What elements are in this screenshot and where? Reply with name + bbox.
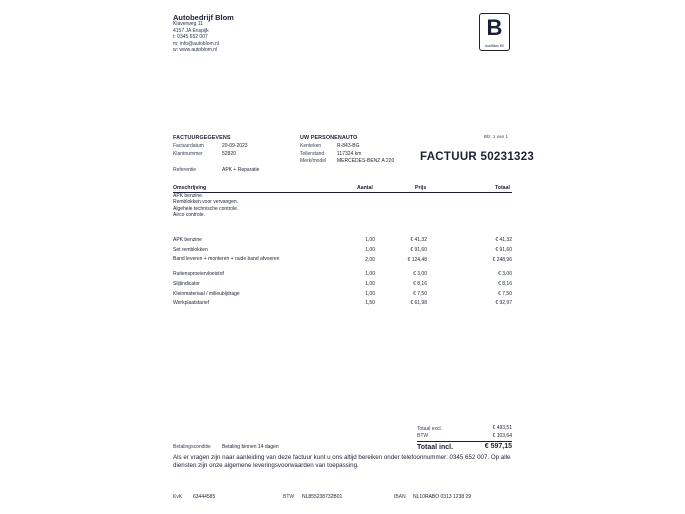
col-header-price: Prijs [415, 185, 427, 191]
work-description [173, 193, 238, 219]
work-description-line: APK benzine. [173, 193, 204, 199]
row-description: Werkplaatstarief [173, 300, 210, 306]
company-email: m: info@autoblom.nl [173, 40, 219, 47]
company-address-line1: Klaverweg 11 [173, 21, 203, 27]
row-quantity: 1,50 [365, 300, 375, 306]
total-incl-label: Totaal incl. [417, 444, 454, 451]
iban-value: NL10RABO 0313 1238 29 [413, 494, 472, 500]
row-price: € 41,32 [410, 237, 427, 243]
plate-value: R-843-BG [337, 143, 360, 149]
odometer-label: Tellerstand [300, 151, 325, 157]
row-quantity: 1,00 [365, 271, 375, 277]
kvk-label: KvK [173, 494, 183, 500]
row-price: € 8,16 [413, 281, 427, 287]
row-total: € 3,00 [498, 271, 512, 277]
row-quantity: 1,00 [365, 291, 375, 297]
page-indicator: Blz. 1 van 1 [484, 134, 509, 139]
row-description: Kleinmateriaal / milieubijdrage [173, 291, 240, 297]
total-incl-value: € 597,15 [484, 443, 512, 450]
model-label: Merk/model [300, 158, 327, 164]
row-description: Band leveren + monteren + oude band afvoeren [173, 256, 280, 262]
btw-label: BTW [283, 494, 295, 500]
logo-letter: B [486, 15, 503, 40]
company-phone: t: 0345 652 007 [173, 34, 208, 41]
vat-value: € 103,64 [492, 433, 512, 439]
company-name: Autobedrijf Blom [173, 13, 234, 22]
vehicle-heading: UW PERSONENAUTO [300, 135, 358, 141]
total-excl-value: € 493,51 [492, 425, 512, 431]
odometer-value: 117324 km [337, 151, 362, 157]
row-total: € 92,97 [495, 300, 512, 306]
work-description-line: Airco controle. [173, 212, 205, 219]
row-total: € 41,32 [495, 237, 512, 243]
row-quantity: 2,00 [365, 257, 375, 263]
kvk-value: 63444585 [193, 494, 216, 500]
col-header-total: Totaal [495, 185, 510, 191]
customer-number-value: 52820 [222, 151, 236, 157]
company-address-line2: 4157 JA Enspijk [173, 27, 209, 34]
work-description-line: Algehele technische controle. [173, 205, 239, 212]
row-quantity: 1,00 [365, 281, 375, 287]
row-price: € 7,50 [413, 291, 427, 297]
col-header-quantity: Aantal [357, 185, 373, 191]
row-description: Set remblokken [173, 247, 208, 253]
invoice-title: FACTUUR 50231323 [420, 151, 535, 163]
row-price: € 3,00 [413, 271, 427, 277]
row-quantity: 1,00 [365, 237, 375, 243]
col-header-description: Omschrijving [173, 185, 207, 191]
row-quantity: 1,00 [365, 247, 375, 253]
row-total: € 91,60 [495, 247, 512, 253]
work-description-line: Remblokken voor vervangen. [173, 199, 239, 206]
model-value: MERCEDES-BENZ A 220 [337, 158, 395, 164]
invoice-details-heading: FACTUURGEGEVENS [173, 135, 231, 141]
reference-label: Referentie [173, 167, 197, 173]
row-description: Ruitensproeiervloeistof [173, 271, 224, 277]
total-excl-label: Totaal excl. [417, 426, 443, 432]
plate-label: Kenteken [300, 143, 322, 149]
row-description: Slijtindicator [173, 281, 200, 287]
row-total: € 8,16 [498, 281, 512, 287]
logo-caption: AutoBlom BV [485, 44, 504, 48]
payment-terms-value: Betaling binnen 14 dagen [222, 444, 279, 450]
invoice-date-value: 20-09-2023 [222, 143, 248, 149]
reference-value: APK + Reparatie [222, 167, 260, 173]
row-total: € 248,96 [492, 257, 512, 263]
iban-label: IBAN [394, 494, 406, 500]
contact-note: Als er vragen zijn naar aanleiding van deze factuur kunt u ons altijd bereiken onder telefoonnummer: 0345 652 007. Op alle diensten zijn onze algemene leveringsvoorwaarden van toepassing. [173, 454, 511, 469]
row-description: APK benzine [173, 237, 202, 243]
company-website: w: www.autoblom.nl [173, 47, 218, 54]
customer-number-label: Klantnummer [173, 151, 203, 157]
row-price: € 91,60 [410, 247, 427, 253]
row-total: € 7,50 [498, 291, 512, 297]
payment-terms-label: Betalingsconditie [173, 444, 211, 450]
company-logo [479, 13, 510, 51]
vat-label: BTW [417, 433, 429, 439]
totals-rule [417, 441, 512, 442]
invoice-date-label: Factuurdatum [173, 143, 204, 149]
row-price: € 124,48 [407, 257, 427, 263]
row-price: € 61,98 [410, 300, 427, 306]
btw-value: NL855238732B01 [302, 494, 343, 500]
